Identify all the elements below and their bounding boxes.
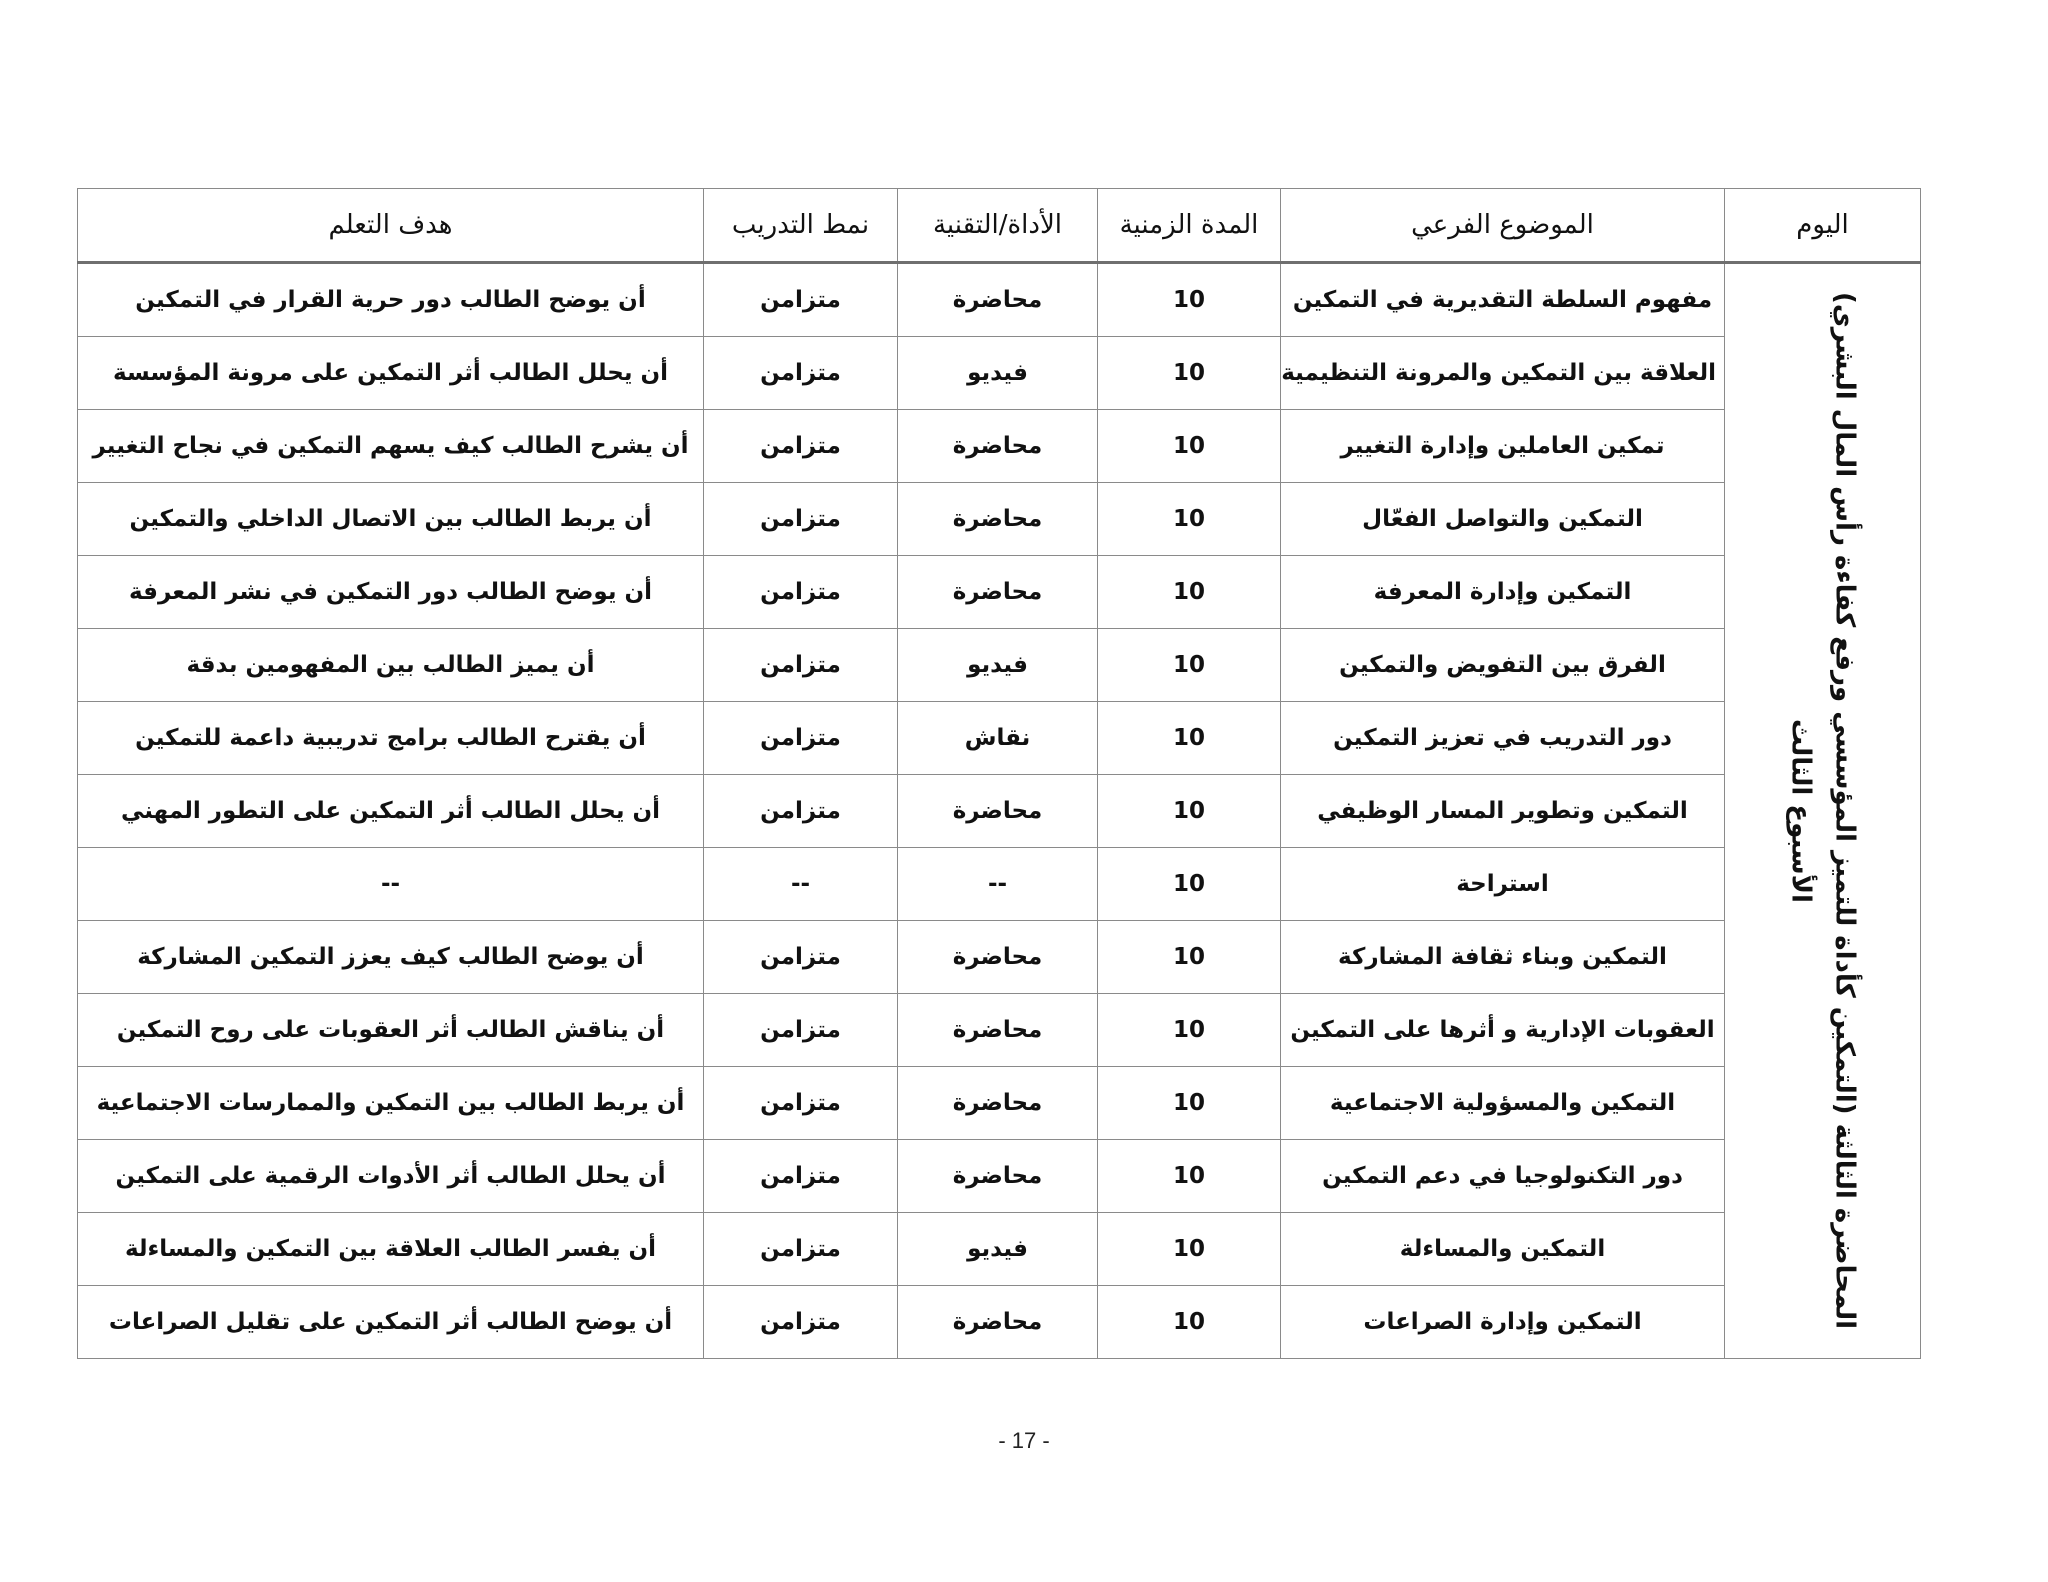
duration-cell: 10 xyxy=(1098,994,1281,1067)
objective-cell: أن يربط الطالب بين الاتصال الداخلي والتمكين xyxy=(78,483,704,556)
tool-cell: -- xyxy=(898,848,1098,921)
table-row xyxy=(78,848,1921,921)
tool-cell: نقاش xyxy=(898,702,1098,775)
subtopic-cell: استراحة xyxy=(1281,848,1725,921)
objective-cell: أن يفسر الطالب العلاقة بين التمكين والمساءلة xyxy=(78,1213,704,1286)
duration-cell: 10 xyxy=(1098,1286,1281,1359)
objective-cell: أن يشرح الطالب كيف يسهم التمكين في نجاح التغيير xyxy=(78,410,704,483)
mode-cell: متزامن xyxy=(704,994,898,1067)
subtopic-cell: التمكين والتواصل الفعّال xyxy=(1281,483,1725,556)
duration-cell: 10 xyxy=(1098,263,1281,337)
mode-cell: متزامن xyxy=(704,1140,898,1213)
header-day: اليوم xyxy=(1725,189,1921,263)
table-row xyxy=(78,994,1921,1067)
objective-cell: أن يوضح الطالب أثر التمكين على تقليل الصراعات xyxy=(78,1286,704,1359)
tool-cell: محاضرة xyxy=(898,483,1098,556)
tool-cell: محاضرة xyxy=(898,994,1098,1067)
subtopic-cell: التمكين وإدارة المعرفة xyxy=(1281,556,1725,629)
tool-cell: محاضرة xyxy=(898,1286,1098,1359)
subtopic-cell: التمكين وإدارة الصراعات xyxy=(1281,1286,1725,1359)
table-row xyxy=(78,337,1921,410)
lecture-title: المحاضرة الثالثة (التمكين كأداة للتميز المؤسسي ورفع كفاءة رأس المال البشري) xyxy=(1829,292,1860,1330)
mode-cell: متزامن xyxy=(704,556,898,629)
subtopic-cell: الفرق بين التفويض والتمكين xyxy=(1281,629,1725,702)
objective-cell: أن يناقش الطالب أثر العقوبات على روح التمكين xyxy=(78,994,704,1067)
subtopic-cell: تمكين العاملين وإدارة التغيير xyxy=(1281,410,1725,483)
table-body xyxy=(78,263,1921,1359)
header-duration: المدة الزمنية xyxy=(1098,189,1281,263)
tool-cell: محاضرة xyxy=(898,775,1098,848)
header-objective: هدف التعلم xyxy=(78,189,704,263)
objective-cell: أن يوضح الطالب دور حرية القرار في التمكين xyxy=(78,263,704,337)
mode-cell: متزامن xyxy=(704,1067,898,1140)
objective-cell: أن يحلل الطالب أثر التمكين على مرونة المؤسسة xyxy=(78,337,704,410)
objective-cell: أن يوضح الطالب دور التمكين في نشر المعرفة xyxy=(78,556,704,629)
mode-cell: متزامن xyxy=(704,775,898,848)
mode-cell: متزامن xyxy=(704,337,898,410)
mode-cell: -- xyxy=(704,848,898,921)
duration-cell: 10 xyxy=(1098,1140,1281,1213)
objective-cell: أن يربط الطالب بين التمكين والممارسات الاجتماعية xyxy=(78,1067,704,1140)
tool-cell: فيديو xyxy=(898,629,1098,702)
table-row xyxy=(78,921,1921,994)
duration-cell: 10 xyxy=(1098,483,1281,556)
subtopic-cell: العلاقة بين التمكين والمرونة التنظيمية xyxy=(1281,337,1725,410)
table-row xyxy=(78,629,1921,702)
subtopic-cell: التمكين وبناء ثقافة المشاركة xyxy=(1281,921,1725,994)
duration-cell: 10 xyxy=(1098,702,1281,775)
duration-cell: 10 xyxy=(1098,410,1281,483)
objective-cell: أن يحلل الطالب أثر التمكين على التطور المهني xyxy=(78,775,704,848)
mode-cell: متزامن xyxy=(704,1213,898,1286)
subtopic-cell: التمكين وتطوير المسار الوظيفي xyxy=(1281,775,1725,848)
table-row xyxy=(78,702,1921,775)
objective-cell: -- xyxy=(78,848,704,921)
mode-cell: متزامن xyxy=(704,702,898,775)
tool-cell: محاضرة xyxy=(898,410,1098,483)
objective-cell: أن يميز الطالب بين المفهومين بدقة xyxy=(78,629,704,702)
mode-cell: متزامن xyxy=(704,263,898,337)
tool-cell: محاضرة xyxy=(898,1067,1098,1140)
tool-cell: فيديو xyxy=(898,337,1098,410)
subtopic-cell: مفهوم السلطة التقديرية في التمكين xyxy=(1281,263,1725,337)
table-row xyxy=(78,263,1921,337)
table-row xyxy=(78,1213,1921,1286)
tool-cell: محاضرة xyxy=(898,263,1098,337)
duration-cell: 10 xyxy=(1098,629,1281,702)
header-tool: الأداة/التقنية xyxy=(898,189,1098,263)
header-mode: نمط التدريب xyxy=(704,189,898,263)
subtopic-cell: العقوبات الإدارية و أثرها على التمكين xyxy=(1281,994,1725,1067)
mode-cell: متزامن xyxy=(704,629,898,702)
duration-cell: 10 xyxy=(1098,1067,1281,1140)
subtopic-cell: دور التكنولوجيا في دعم التمكين xyxy=(1281,1140,1725,1213)
tool-cell: محاضرة xyxy=(898,556,1098,629)
day-cell xyxy=(1725,263,1921,1359)
subtopic-cell: التمكين والمسؤولية الاجتماعية xyxy=(1281,1067,1725,1140)
week-label: الأسبوع الثالث xyxy=(1785,719,1816,903)
table-row xyxy=(78,556,1921,629)
mode-cell: متزامن xyxy=(704,410,898,483)
table-row xyxy=(78,1286,1921,1359)
mode-cell: متزامن xyxy=(704,1286,898,1359)
header-subtopic: الموضوع الفرعي xyxy=(1281,189,1725,263)
header-row xyxy=(78,189,1921,263)
duration-cell: 10 xyxy=(1098,1213,1281,1286)
mode-cell: متزامن xyxy=(704,483,898,556)
table-row xyxy=(78,410,1921,483)
subtopic-cell: التمكين والمساءلة xyxy=(1281,1213,1725,1286)
duration-cell: 10 xyxy=(1098,848,1281,921)
duration-cell: 10 xyxy=(1098,921,1281,994)
tool-cell: محاضرة xyxy=(898,921,1098,994)
objective-cell: أن يحلل الطالب أثر الأدوات الرقمية على التمكين xyxy=(78,1140,704,1213)
duration-cell: 10 xyxy=(1098,337,1281,410)
page-number: - 17 - xyxy=(998,1428,1050,1453)
tool-cell: فيديو xyxy=(898,1213,1098,1286)
subtopic-cell: دور التدريب في تعزيز التمكين xyxy=(1281,702,1725,775)
table-row xyxy=(78,483,1921,556)
training-schedule-table xyxy=(77,188,1921,1359)
duration-cell: 10 xyxy=(1098,556,1281,629)
table-row xyxy=(78,1067,1921,1140)
duration-cell: 10 xyxy=(1098,775,1281,848)
table-row xyxy=(78,1140,1921,1213)
mode-cell: متزامن xyxy=(704,921,898,994)
objective-cell: أن يوضح الطالب كيف يعزز التمكين المشاركة xyxy=(78,921,704,994)
tool-cell: محاضرة xyxy=(898,1140,1098,1213)
table-row xyxy=(78,775,1921,848)
objective-cell: أن يقترح الطالب برامج تدريبية داعمة للتمكين xyxy=(78,702,704,775)
